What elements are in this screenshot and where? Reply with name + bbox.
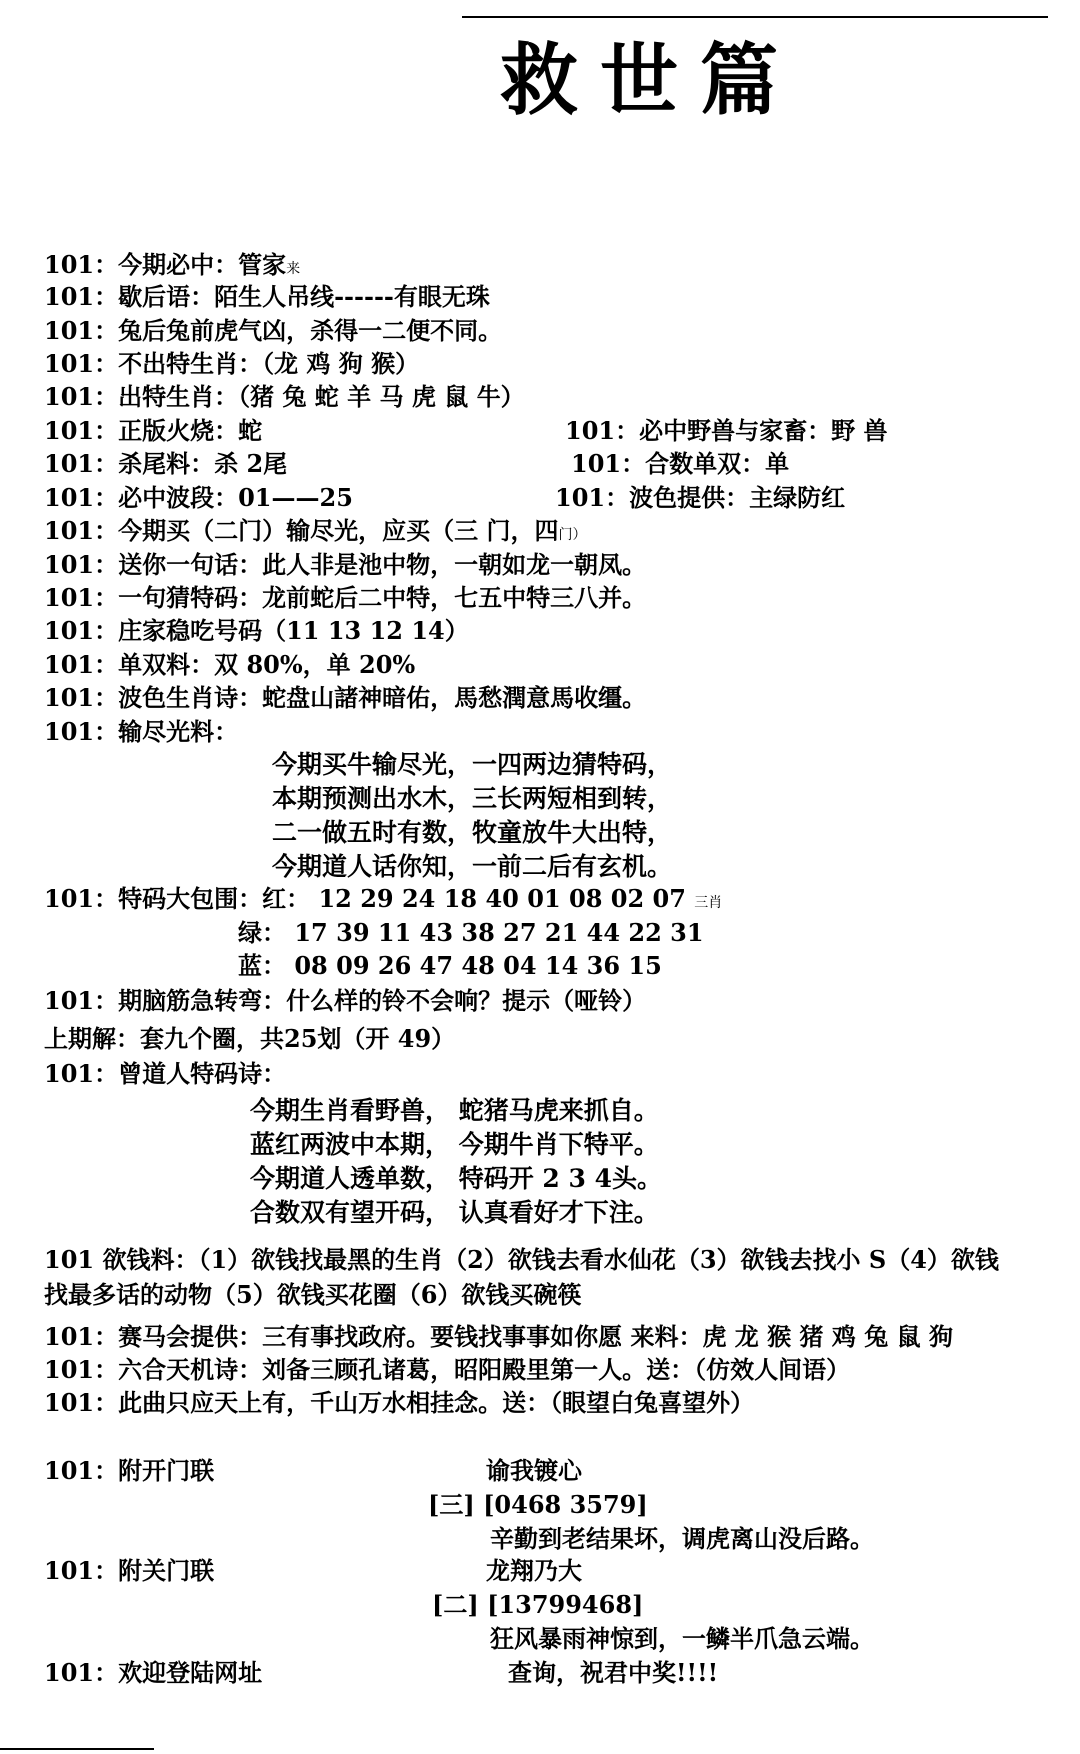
line-guess: 101：一句猜特码：龙前蛇后二中特，七五中特三八并。 xyxy=(44,583,647,612)
red-numbers: 12 29 24 18 40 01 08 02 07 xyxy=(318,884,686,913)
line-range: 101：必中波段：01——25 xyxy=(44,483,353,512)
line-odd-even-pct: 101：单双料：双 80%，单 20% xyxy=(44,650,416,679)
poem-lose xyxy=(272,748,672,884)
page-title: 救世篇 xyxy=(500,35,801,126)
line-wave-poem: 101：波色生肖诗：蛇盘山諸神暗佑，馬愁潤意馬收缰。 xyxy=(44,683,647,712)
line-poem2-label: 101：曾道人特码诗： xyxy=(44,1059,287,1088)
top-rule xyxy=(462,16,1048,18)
line-beast: 101：必中野兽与家畜：野 兽 xyxy=(565,416,888,445)
poem-line: 合数双有望开码， 认真看好才下注。 xyxy=(250,1198,659,1227)
open-couplet-line: 辛勤到老结果坏，调虎离山没后路。 xyxy=(490,1524,874,1553)
line-dealer: 101：庄家稳吃号码（11 13 12 14） xyxy=(44,616,469,645)
line-riddle: 101：期脑筋急转弯：什么样的铃不会响？提示（哑铃） xyxy=(44,986,647,1015)
line-phrase: 101：送你一句话：此人非是池中物，一朝如龙一朝凤。 xyxy=(44,550,647,579)
blue-label: 蓝： xyxy=(238,951,286,980)
close-couplet-code: [二] [13799468] xyxy=(432,1590,644,1619)
line-lose-label: 101：输尽光料： xyxy=(44,717,239,746)
close-couplet-line: 狂风暴雨神惊到，一鳞半爪急云端。 xyxy=(490,1624,874,1653)
line-last-answer: 上期解：套九个圈，共25划（开 49） xyxy=(44,1024,456,1053)
line-tail: 101：杀尾料：杀 2尾 xyxy=(44,449,288,478)
close-couplet-top: 龙翔乃大 xyxy=(486,1556,582,1585)
red-label: 101：特码大包围：红： xyxy=(44,884,311,913)
line-must-win xyxy=(44,250,300,284)
line-proverb: 101：歇后语：陌生人吊线------有眼无珠 xyxy=(44,282,490,311)
line-song: 101：此曲只应天上有，千山万水相挂念。送：（眼望白兔喜望外） xyxy=(44,1388,755,1417)
line-note: 门） xyxy=(558,527,587,543)
line-money-2: 找最多话的动物（5）欲钱买花圈（6）欲钱买碗筷 xyxy=(44,1280,582,1309)
close-couplet-label: 101：附关门联 xyxy=(44,1556,215,1585)
line-fire: 101：正版火烧：蛇 xyxy=(44,416,263,445)
poem-line: 本期预测出水木，三长两短相到转， xyxy=(272,784,673,813)
line-buy xyxy=(44,516,586,550)
open-couplet-code: [三] [0468 3579] xyxy=(428,1490,648,1519)
line-not-out: 101：不出特生肖：（龙 鸡 狗 猴） xyxy=(44,349,420,378)
poem-line: 蓝红两波中本期， 今期牛肖下特平。 xyxy=(250,1130,659,1159)
open-couplet-label: 101：附开门联 xyxy=(44,1456,215,1485)
line-jockey: 101：赛马会提供：三有事找政府。要钱找事事如你愿 来料：虎 龙 猴 猪 鸡 兔 鼠 狗 xyxy=(44,1322,953,1351)
line-out: 101：出特生肖：（猪 兔 蛇 羊 马 虎 鼠 牛） xyxy=(44,382,525,411)
poem-line: 今期买牛输尽光，一四两边猜特码， xyxy=(272,750,673,779)
line-wave: 101：波色提供：主绿防红 xyxy=(555,483,846,512)
green-numbers: 17 39 11 43 38 27 21 44 22 31 xyxy=(294,918,704,947)
blue-numbers: 08 09 26 47 48 04 14 36 15 xyxy=(294,951,662,980)
bottom-rule xyxy=(0,1748,154,1750)
line-red xyxy=(44,884,722,918)
line-money-1: 101 欲钱料：（1）欲钱找最黑的生肖（2）欲钱去看水仙花（3）欲钱去找小 S（4）欲钱 xyxy=(44,1245,999,1274)
poem-line: 今期道人话你知，一前二后有玄机。 xyxy=(272,852,673,881)
line-rabbit: 101：兔后兔前虎气凶，杀得一二便不同。 xyxy=(44,316,503,345)
poem-daoren xyxy=(250,1094,662,1230)
poem-line: 今期生肖看野兽， 蛇猪马虎来抓自。 xyxy=(250,1096,659,1125)
line-green xyxy=(238,918,704,948)
welcome-label: 101：欢迎登陆网址 xyxy=(44,1658,263,1687)
line-blue xyxy=(238,951,662,981)
green-label: 绿： xyxy=(238,918,286,947)
poem-line: 今期道人透单数， 特码开 2 3 4头。 xyxy=(250,1164,663,1193)
poem-line: 二一做五时有数，牧童放牛大出特， xyxy=(272,818,673,847)
line-heaven-poem: 101：六合天机诗：刘备三顾孔诸葛，昭阳殿里第一人。送：（仿效人间语） xyxy=(44,1355,851,1384)
line-note: 来 xyxy=(286,261,301,277)
welcome-text: 查询，祝君中奖!!!! xyxy=(508,1658,719,1687)
open-couplet-top: 谕我镀心 xyxy=(486,1456,582,1485)
red-note: 三肖 xyxy=(694,895,723,911)
line-text: 101：今期必中：管家 xyxy=(44,250,287,279)
line-odd-even: 101：合数单双：单 xyxy=(571,449,790,478)
line-text: 101：今期买（二门）输尽光，应买（三 门，四 xyxy=(44,516,559,545)
